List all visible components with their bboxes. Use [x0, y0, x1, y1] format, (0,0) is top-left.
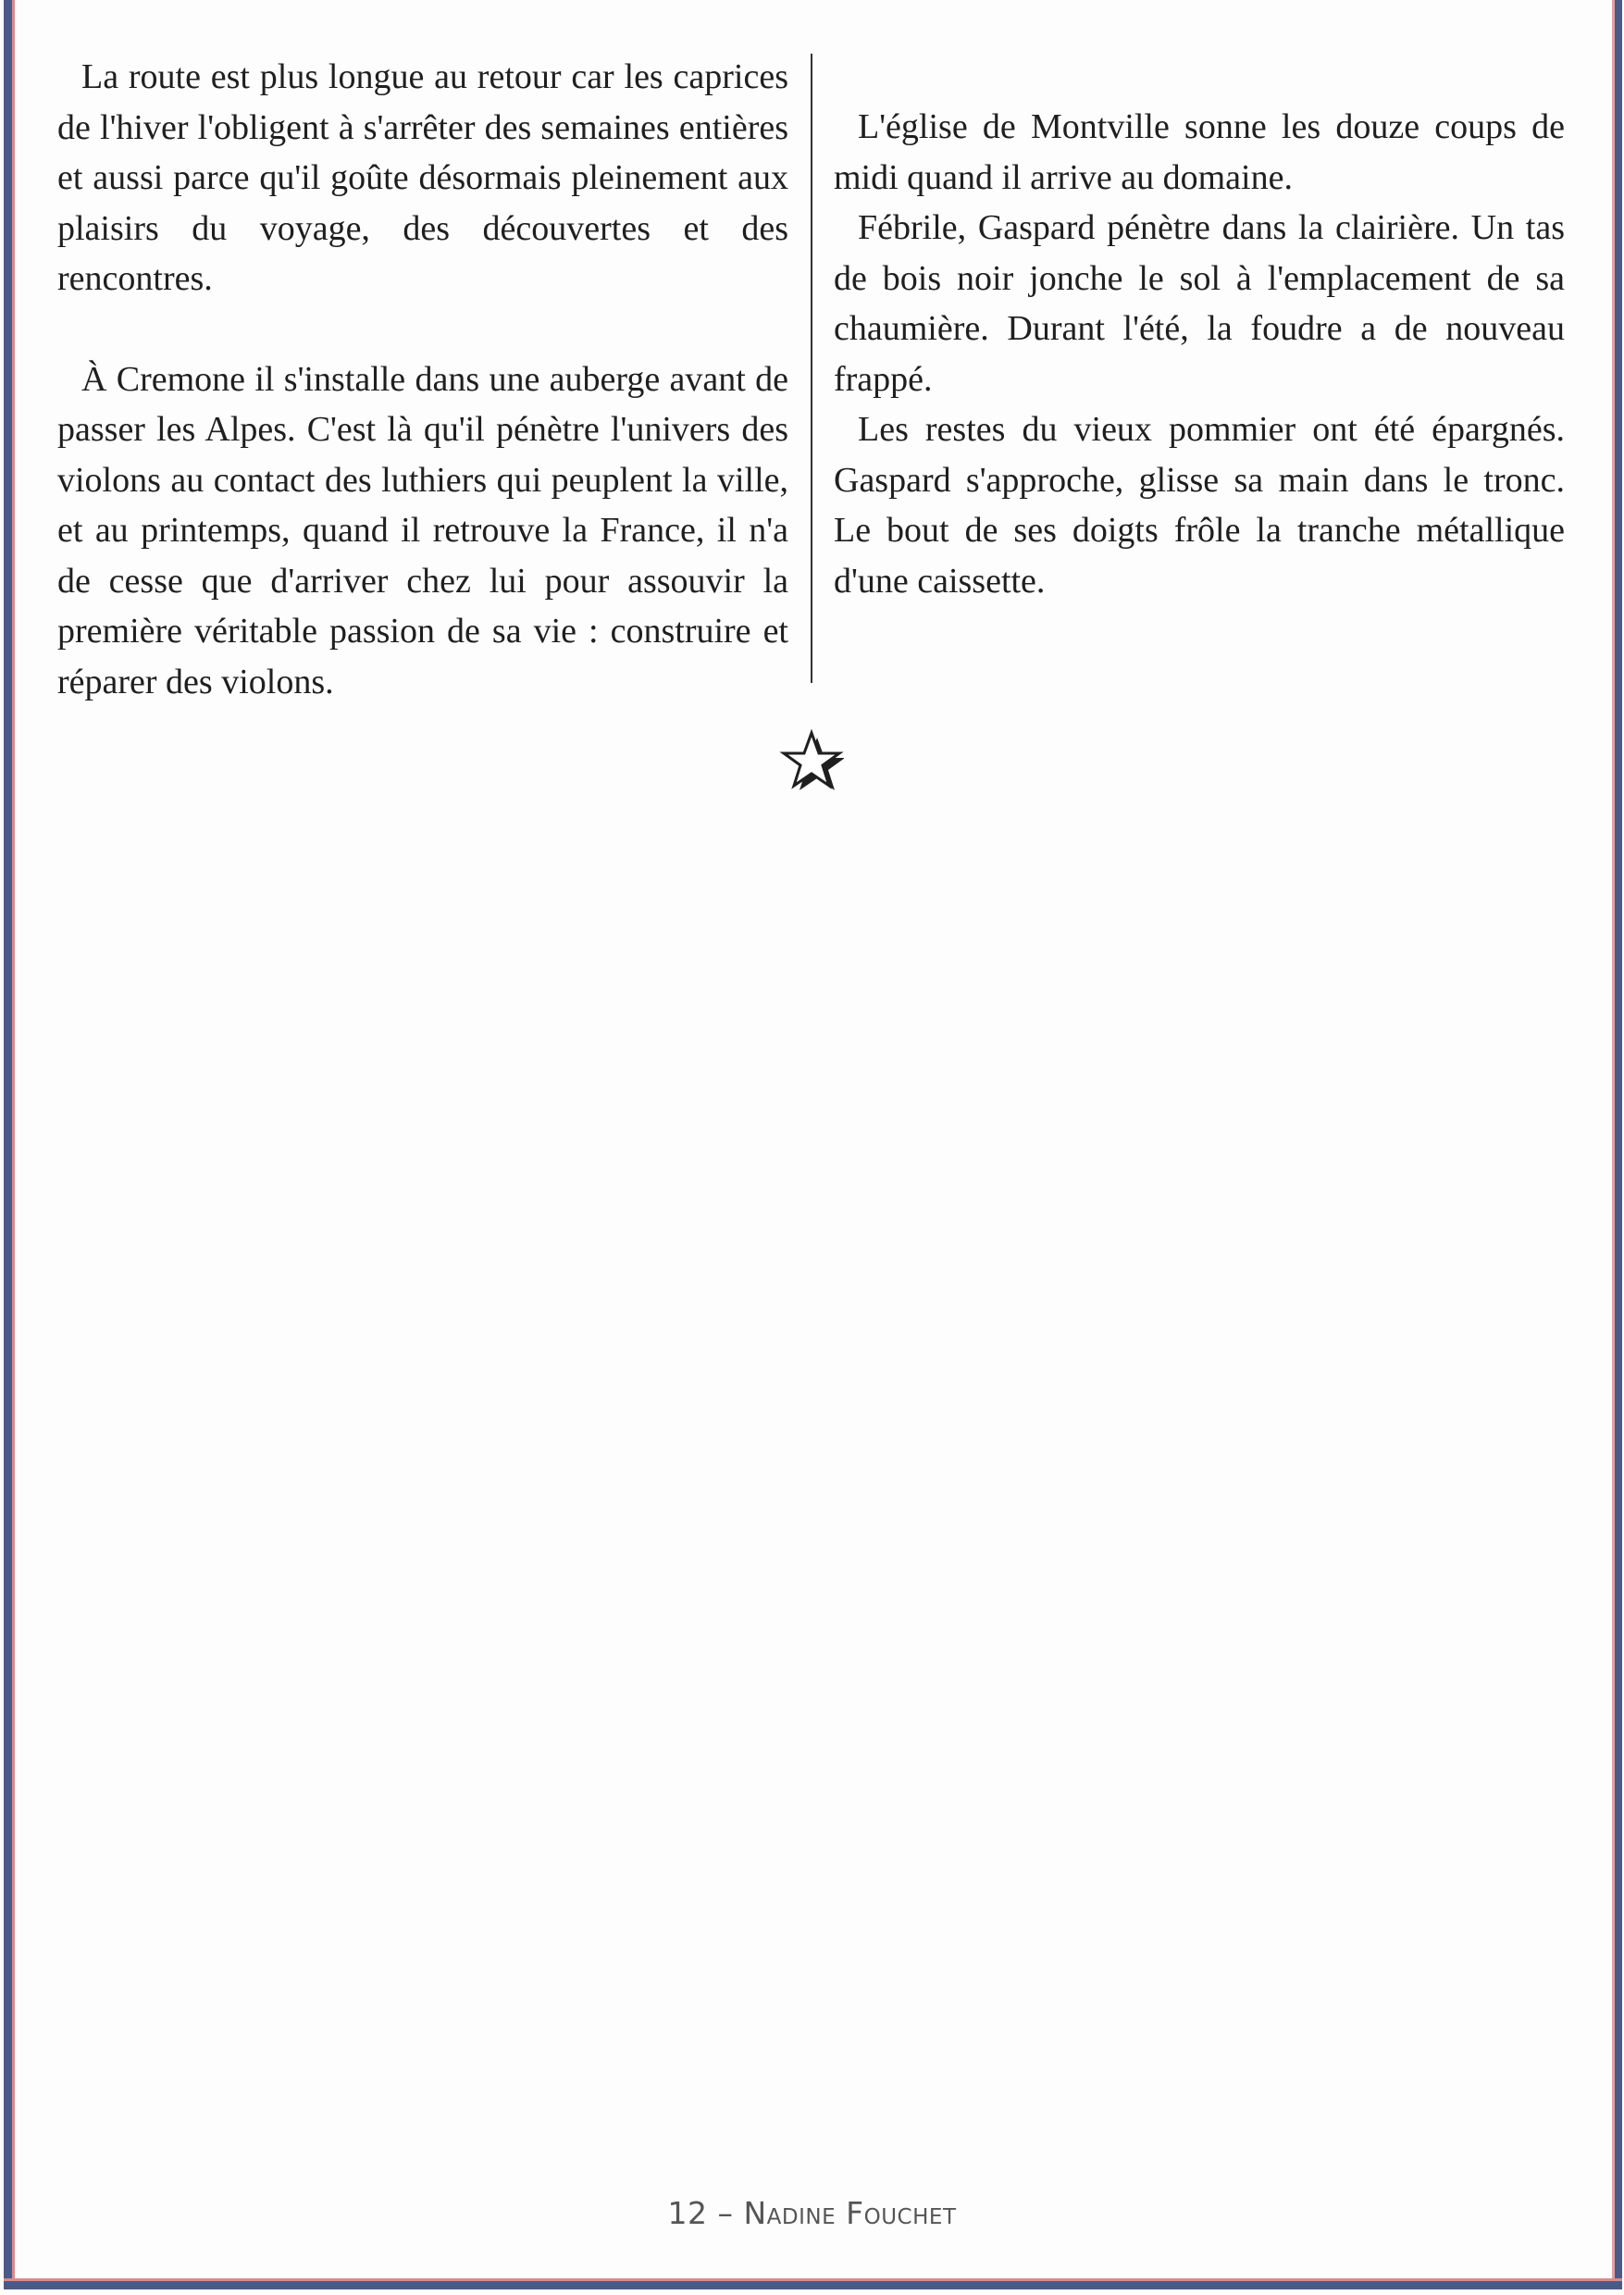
footer-separator: –: [717, 2195, 734, 2231]
paragraph: L'église de Montville sonne les douze coups de midi quand il arrive au domaine.: [834, 107, 1565, 197]
paragraph: La route est plus longue au retour car les caprices de l'hiver l'obligent à s'arrêter des semaines entières et aussi parce qu'il goûte désormais pleinement aux plaisirs du voyage, des découvertes et des rencontres.: [57, 57, 788, 298]
page-footer: [0, 2195, 1624, 2231]
star-icon: [779, 729, 844, 794]
page-border-left: [4, 0, 15, 2284]
page-border-bottom: [4, 2278, 1622, 2289]
column-divider: [811, 54, 812, 683]
author-name: Nadine Fouchet: [743, 2195, 957, 2231]
left-text-column: [57, 52, 788, 707]
paragraph: À Cremone il s'installe dans une auberge avant de passer les Alpes. C'est là qu'il pénètre l'univers des violons au contact des luthiers qui peuplent la ville, et au printemps, quand il retrouve la France, il n'a de cesse que d'arriver chez lui pour assouvir la première véritable passion de sa vie : construire et réparer des violons.: [57, 359, 788, 701]
paragraph: Les restes du vieux pommier ont été épargnés. Gaspard s'approche, glisse sa main dans le tronc. Le bout de ses doigts frôle la tranche métallique d'une caissette.: [834, 410, 1565, 601]
right-text-column: [834, 102, 1565, 606]
paragraph: Fébrile, Gaspard pénètre dans la clairière. Un tas de bois noir jonche le sol à l'emplacement de sa chaumière. Durant l'été, la foudre a de nouveau frappé.: [834, 208, 1565, 399]
page-border-right: [1612, 0, 1622, 2278]
page-number: 12: [667, 2195, 708, 2231]
